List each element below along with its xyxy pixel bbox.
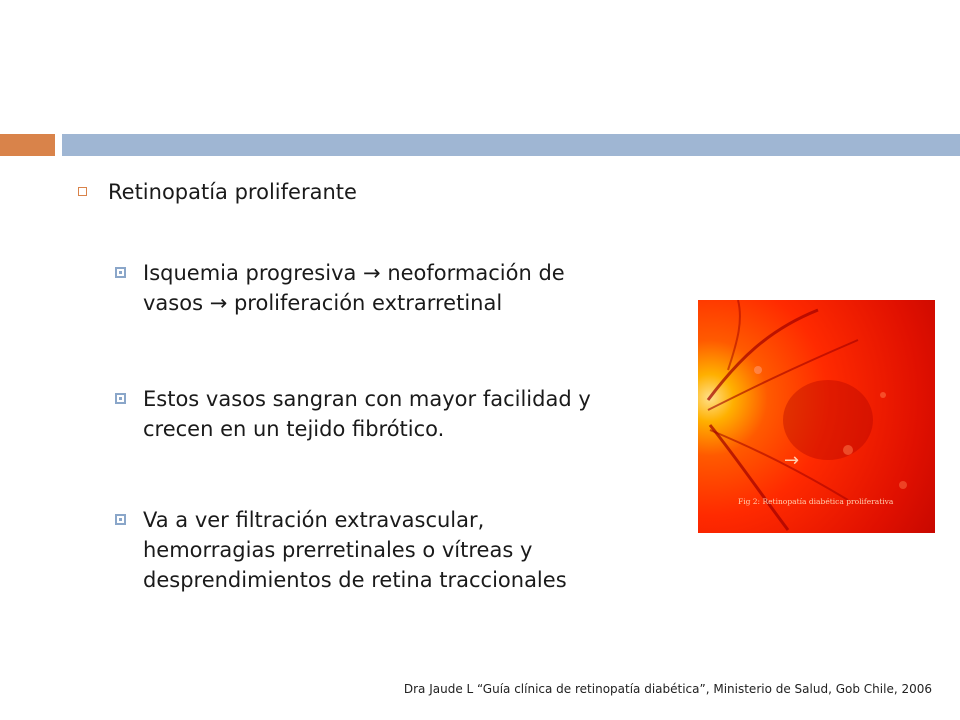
header-bar xyxy=(62,134,960,156)
citation-footer: Dra Jaude L “Guía clínica de retinopatía diabética”, Ministerio de Salud, Gob Chile, 2006 xyxy=(403,682,932,696)
bullet-text-line: Isquemia progresiva → neoformación de xyxy=(143,261,565,285)
image-caption: Fig 2: Retinopatía diabética proliferativa xyxy=(738,497,894,506)
bullet-text-line: hemorragias prerretinales o vítreas y xyxy=(143,538,533,562)
bullet-text-line: vasos → proliferación extrarretinal xyxy=(143,291,503,315)
square-bullet-icon xyxy=(115,514,126,525)
square-bullet-icon xyxy=(115,267,126,278)
square-bullet-icon xyxy=(115,393,126,404)
bullet-text-line: desprendimientos de retina traccionales xyxy=(143,568,567,592)
retina-photo xyxy=(698,300,935,533)
arrow-annotation-icon: → xyxy=(784,450,800,471)
header-accent-bar xyxy=(0,134,55,156)
bullet-text-line: crecen en un tejido fibrótico. xyxy=(143,417,445,441)
slide-heading: Retinopatía proliferante xyxy=(108,180,357,204)
bullet-text-line: Estos vasos sangran con mayor facilidad y xyxy=(143,387,591,411)
hollow-square-bullet-icon xyxy=(78,187,87,196)
bullet-text-line: Va a ver filtración extravascular, xyxy=(143,508,485,532)
